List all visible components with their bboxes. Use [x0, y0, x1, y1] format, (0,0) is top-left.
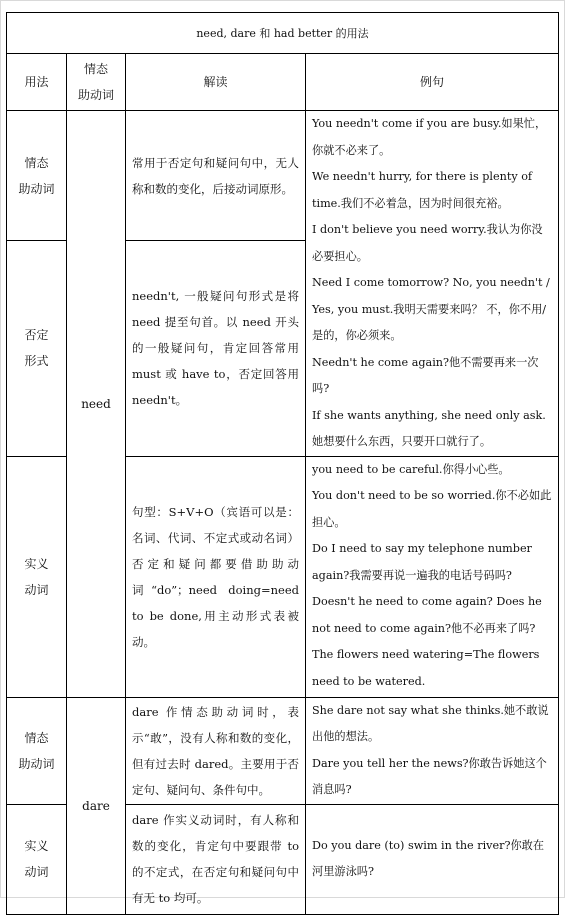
- usage-dare-modal-line2: 助动词: [18, 756, 55, 771]
- verb-dare: dare: [67, 697, 126, 914]
- usage-dare-notional-line2: 动词: [24, 865, 49, 879]
- examples-need-modal-negative: [306, 111, 559, 457]
- example-sentence: Dare you tell her the news?你敢告诉她这个消息吗?: [312, 756, 547, 796]
- header-modal-verb-line1: 情态: [83, 62, 108, 76]
- examples-need-notional: [306, 456, 559, 697]
- usage-need-negative-line1: 否定: [24, 328, 49, 343]
- example-sentence: We needn't hurry, for there is plenty of time.我们不必着急，因为时间很充裕。: [312, 170, 533, 210]
- header-usage: 用法: [7, 54, 67, 111]
- examples-dare-modal: [306, 697, 559, 804]
- example-sentence: Need I come tomorrow? No, you needn't / Yes, you must.我明天需要来吗？ 不，你不用/是的，你必须来。: [312, 276, 550, 342]
- header-explanation: 解读: [126, 54, 306, 111]
- example-sentence: Needn't he come again?他不需要再来一次吗?: [312, 355, 539, 395]
- header-row: [7, 54, 559, 111]
- usage-need-modal-line1: 情态: [24, 155, 49, 170]
- usage-need-notional: [7, 456, 67, 697]
- explanation-need-notional: 句型：S+V+O（宾语可以是：名词、代词、不定式或动名词）否定和疑问都要借助助动词“do”；need doing=need to be done,用主动形式表被动。: [126, 456, 306, 697]
- example-sentence: Do you dare (to) swim in the river?你敢在河里游泳吗?: [312, 838, 545, 878]
- header-examples: 例句: [306, 54, 559, 111]
- header-modal-verb: [67, 54, 126, 111]
- explanation-dare-modal: dare 作情态助动词时，表示“敢”，没有人称和数的变化，但有过去时 dared。主要用于否定句、疑问句、条件句中。: [126, 697, 306, 804]
- example-sentence: I don't believe you need worry.我认为你没必要担心。: [312, 223, 543, 263]
- need-modal-row: [7, 111, 559, 241]
- example-sentence: You don't need to be so worried.你不必如此担心。: [312, 489, 552, 529]
- table-title: need, dare 和 had better 的用法: [7, 13, 559, 54]
- usage-need-notional-line1: 实义: [24, 556, 49, 571]
- example-sentence: The flowers need watering=The flowers need to be watered.: [312, 648, 540, 688]
- example-sentence: Doesn't he need to come again? Does he not need to come again?他不必再来了吗?: [312, 595, 542, 635]
- usage-dare-modal: [7, 697, 67, 804]
- example-sentence: Do I need to say my telephone number again?我需要再说一遍我的电话号码吗?: [312, 542, 532, 582]
- usage-dare-notional-line1: 实义: [24, 839, 49, 853]
- example-sentence: She dare not say what she thinks.她不敢说出他的想法。: [312, 703, 549, 743]
- dare-modal-row: [7, 697, 559, 804]
- title-row: [7, 13, 559, 54]
- explanation-need-negative: needn't, 一般疑问句形式是将 need 提至句首。以 need 开头的一般疑问句，肯定回答常用 must 或 have to，否定回答用 needn't。: [126, 241, 306, 456]
- usage-need-modal: [7, 111, 67, 241]
- header-modal-verb-line2: 助动词: [77, 88, 114, 102]
- example-sentence: You needn't come if you are busy.如果忙，你就不必来了。: [312, 117, 547, 157]
- usage-need-negative-line2: 形式: [24, 354, 49, 369]
- explanation-dare-notional: dare 作实义动词时，有人称和数的变化，肯定句中要跟带 to 的不定式，在否定句和疑问句中有无 to 均可。: [126, 804, 306, 914]
- usage-dare-modal-line1: 情态: [24, 730, 49, 745]
- explanation-need-modal: 常用于否定句和疑问句中，无人称和数的变化，后接动词原形。: [126, 111, 306, 241]
- usage-need-notional-line2: 动词: [24, 582, 49, 597]
- verb-need: need: [67, 111, 126, 698]
- example-sentence: If she wants anything, she need only ask.她想要什么东西，只要开口就行了。: [312, 408, 546, 448]
- usage-need-negative: [7, 241, 67, 456]
- example-sentence: you need to be careful.你得小心些。: [312, 462, 510, 476]
- usage-table: [6, 12, 559, 915]
- usage-need-modal-line2: 助动词: [18, 181, 55, 196]
